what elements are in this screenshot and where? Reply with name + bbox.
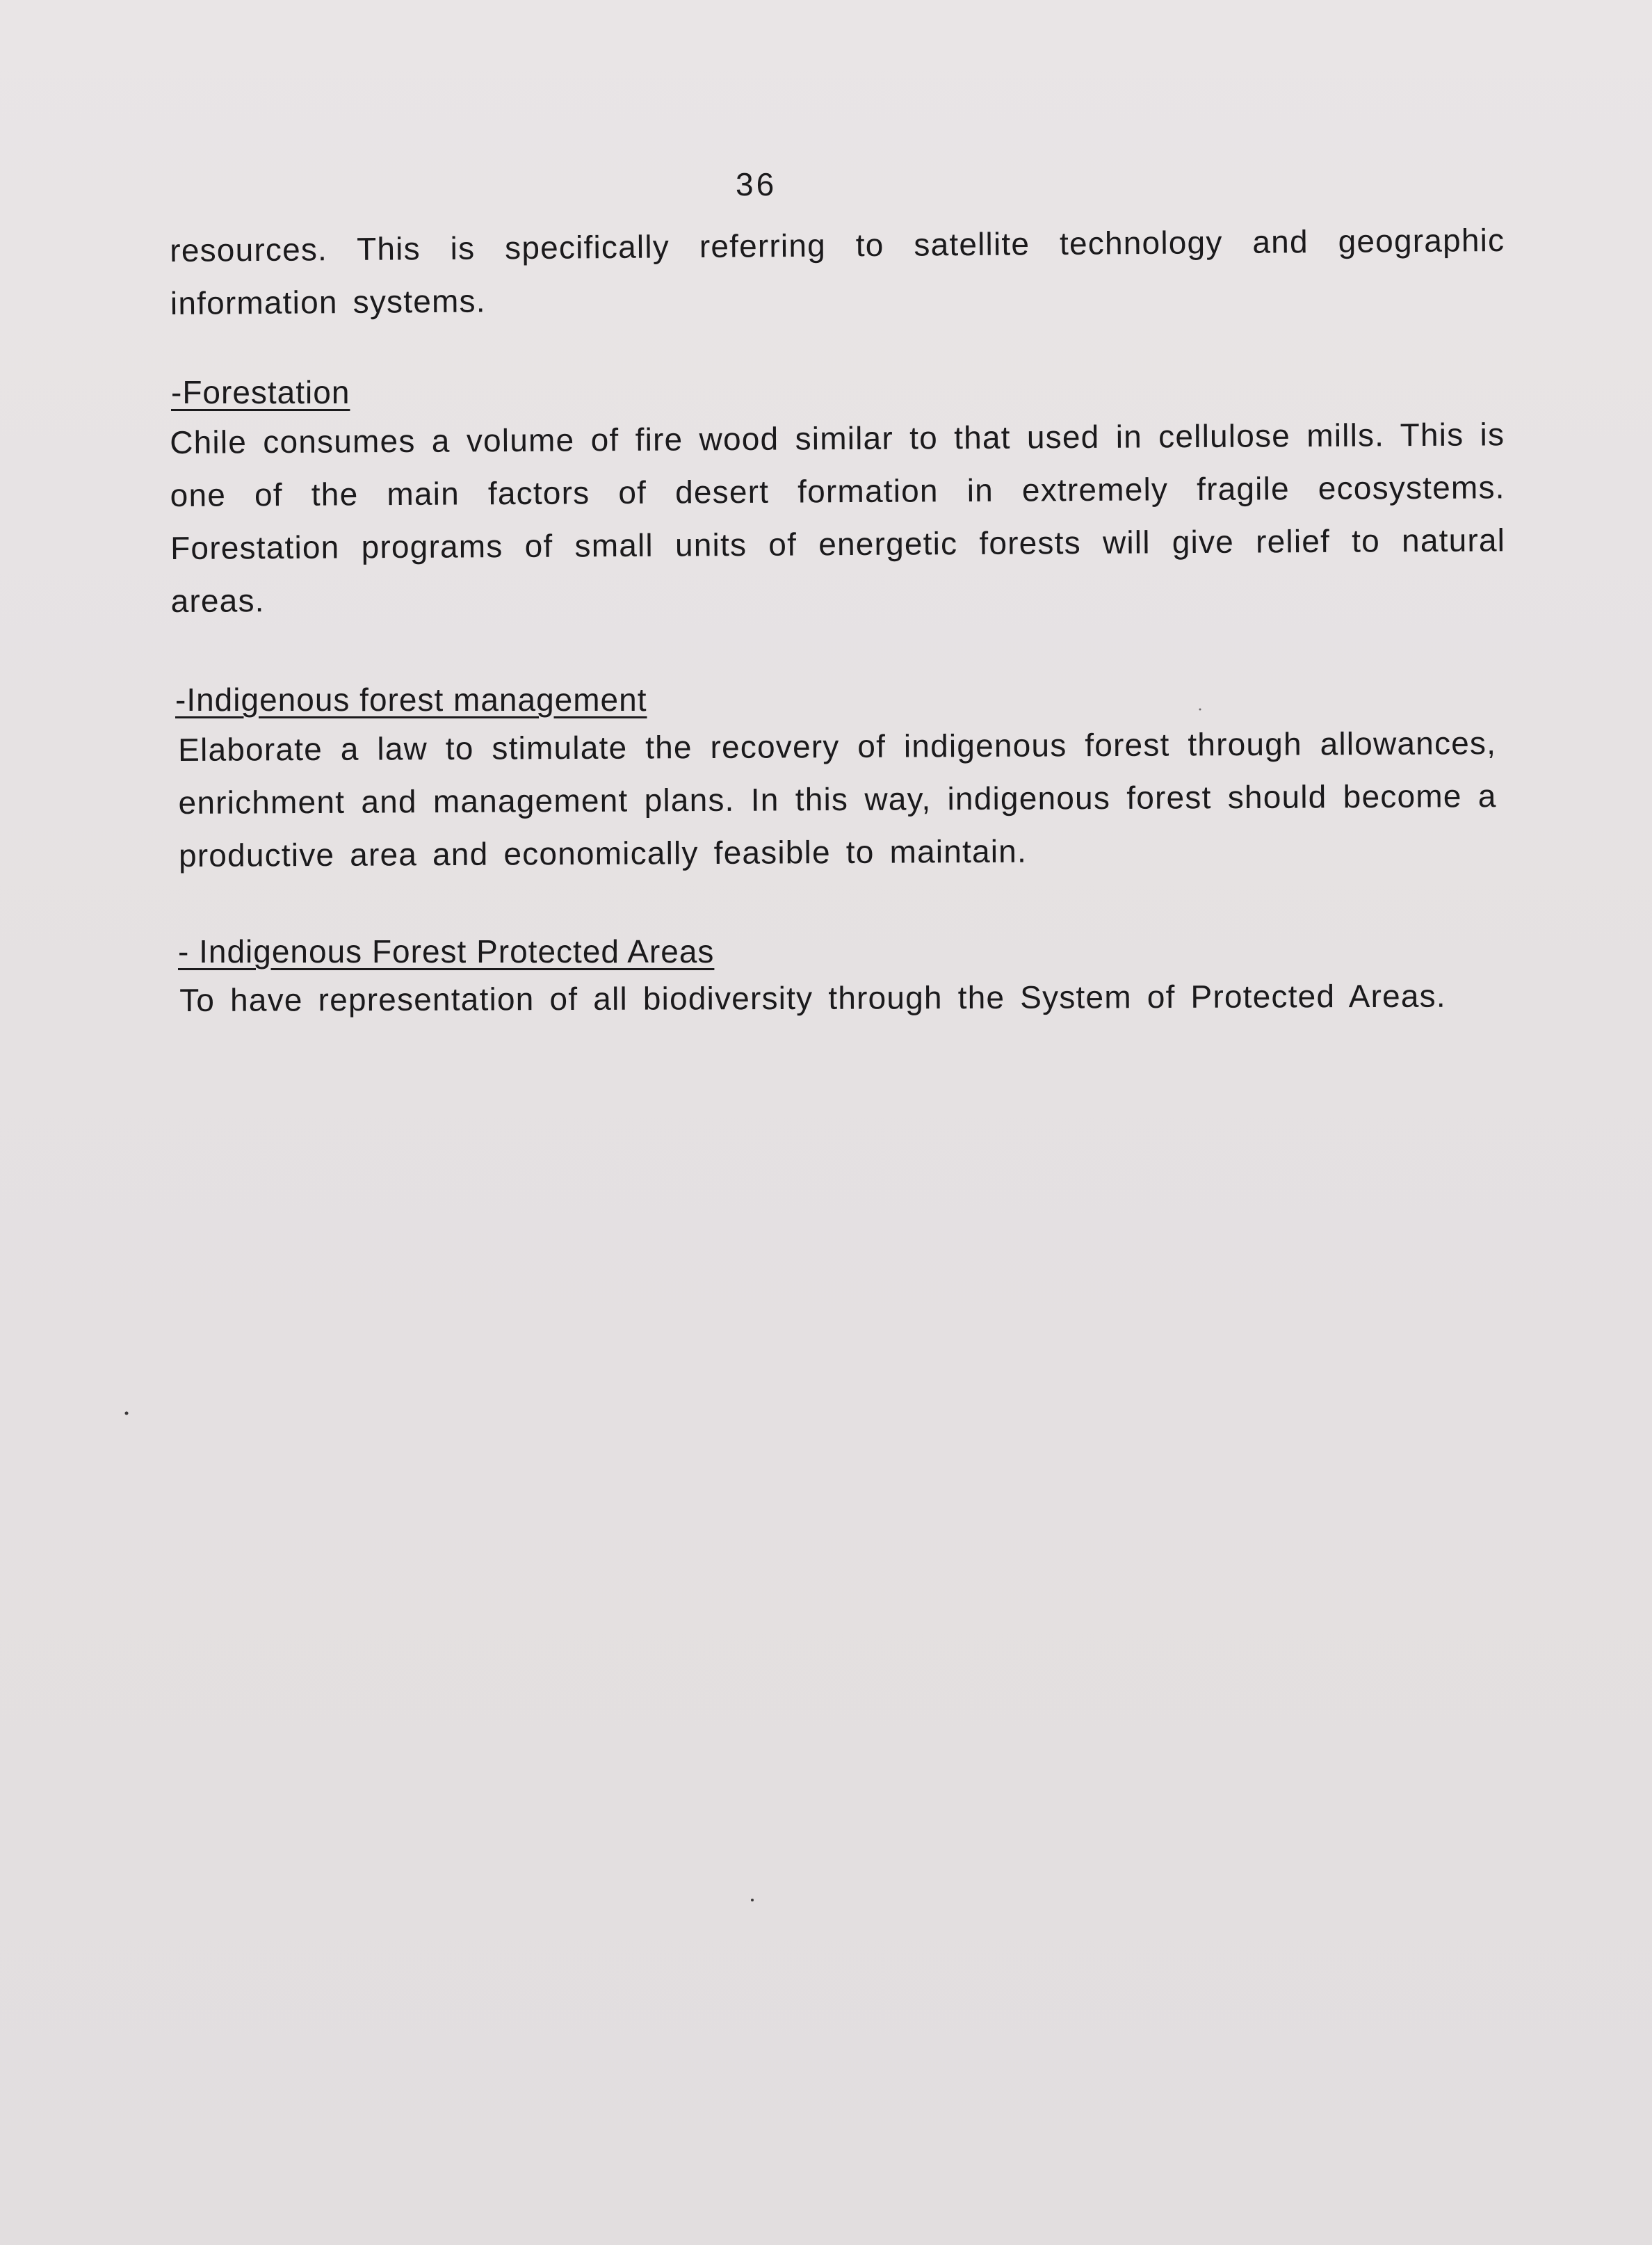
speck [125, 1412, 129, 1415]
section-heading-protected-areas: - Indigenous Forest Protected Areas [178, 933, 715, 969]
section-heading-forestation: -Forestation [171, 374, 350, 410]
section-body-protected-areas: To have representation of all biodiversity through the System of Protected Areas. [179, 977, 1446, 1018]
section-heading-indigenous-forest-management: -Indigenous forest management [175, 682, 647, 718]
page-number: 36 [736, 166, 777, 202]
intro-paragraph: resources. This is specifically referring to satellite technology and geographic information systems. [170, 221, 1505, 321]
section-body-forestation: Chile consumes a volume of fire wood similar to that used in cellulose mills. This is one of the main factors of desert formation in extremely fragile ecosystems. Forestation programs of small units of energetic forests will give relief to natural areas. [170, 416, 1506, 619]
speck [1199, 709, 1201, 711]
section-body-indigenous-forest-management: Elaborate a law to stimulate the recovery of indigenous forest through allowances, enrichment and management plans. In this way, indigenous forest should become a productive area and economically feasible to maintain. [178, 725, 1497, 874]
speck [751, 1899, 754, 1901]
